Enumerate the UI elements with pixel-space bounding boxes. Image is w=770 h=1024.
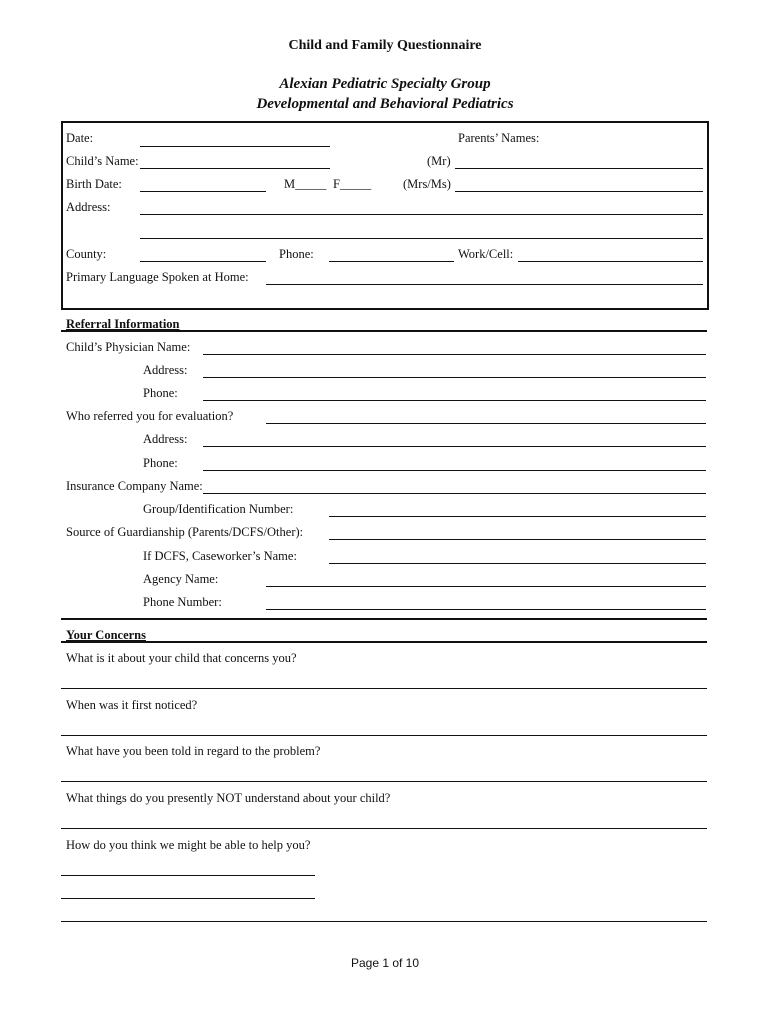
concerns-top-rule [61,618,707,620]
referrer-phone-field[interactable] [203,470,706,471]
who-referred-label: Who referred you for evaluation? [66,409,234,423]
language-label: Primary Language Spoken at Home: [66,270,249,284]
referrer-address-field[interactable] [203,446,706,447]
caseworker-field[interactable] [329,563,706,564]
department-name: Developmental and Behavioral Pediatrics [256,96,514,112]
date-field[interactable] [140,146,330,147]
agency-phone-label: Phone Number: [143,595,222,609]
phone-field[interactable] [329,261,454,262]
mrs-ms-label: (Mrs/Ms) [403,177,451,191]
physician-phone-label: Phone: [143,386,178,400]
caseworker-label: If DCFS, Caseworker’s Name: [143,549,297,563]
insurance-field[interactable] [203,493,706,494]
physician-phone-field[interactable] [203,400,706,401]
answer-not-understand-field[interactable] [61,828,707,829]
concerns-rule [61,641,707,643]
question-told: What have you been told in regard to the problem? [66,744,321,758]
mr-name-field[interactable] [455,168,703,169]
physician-address-label: Address: [143,363,188,377]
work-cell-label: Work/Cell: [458,247,514,261]
referrer-phone-label: Phone: [143,456,178,470]
insurance-label: Insurance Company Name: [66,479,203,493]
answer-told-field[interactable] [61,781,707,782]
concerns-heading: Your Concerns [66,628,146,642]
childs-name-label: Child’s Name: [66,154,139,168]
guardianship-field[interactable] [329,539,706,540]
address-field-line-1[interactable] [140,214,703,215]
sex-male-field[interactable]: M_____ [284,177,327,191]
mrs-ms-name-field[interactable] [455,191,703,192]
answer-help-field-line-1[interactable] [61,875,315,876]
question-first-noticed: When was it first noticed? [66,698,198,712]
physician-address-field[interactable] [203,377,706,378]
group-id-field[interactable] [329,516,706,517]
work-cell-field[interactable] [518,261,703,262]
agency-field[interactable] [266,586,706,587]
address-field-line-2[interactable] [140,238,703,239]
page-title: Child and Family Questionnaire [288,38,482,53]
mr-label: (Mr) [427,154,451,168]
sex-female-field[interactable]: F_____ [333,177,372,191]
agency-label: Agency Name: [143,572,219,586]
organization-name: Alexian Pediatric Specialty Group [279,76,491,92]
who-referred-field[interactable] [266,423,706,424]
page-number: Page 1 of 10 [350,956,420,970]
group-id-label: Group/Identification Number: [143,502,294,516]
answer-concerns-field[interactable] [61,688,707,689]
language-field[interactable] [266,284,703,285]
parents-names-label: Parents’ Names: [458,131,540,145]
physician-field[interactable] [203,354,706,355]
referral-heading: Referral Information [66,317,180,331]
agency-phone-field[interactable] [266,609,706,610]
question-help: How do you think we might be able to help you? [66,838,311,852]
guardianship-label: Source of Guardianship (Parents/DCFS/Other): [66,525,304,539]
childs-name-field[interactable] [140,168,330,169]
date-label: Date: [66,131,94,145]
physician-label: Child’s Physician Name: [66,340,191,354]
answer-first-noticed-field[interactable] [61,735,707,736]
county-field[interactable] [140,261,266,262]
answer-help-field-line-3[interactable] [61,921,707,922]
address-label: Address: [66,200,111,214]
question-not-understand: What things do you presently NOT understand about your child? [66,791,391,805]
county-label: County: [66,247,107,261]
birth-date-label: Birth Date: [66,177,122,191]
phone-label: Phone: [279,247,314,261]
answer-help-field-line-2[interactable] [61,898,315,899]
referrer-address-label: Address: [143,432,188,446]
birth-date-field[interactable] [140,191,266,192]
question-concerns: What is it about your child that concerns you? [66,651,297,665]
referral-rule [61,330,707,332]
